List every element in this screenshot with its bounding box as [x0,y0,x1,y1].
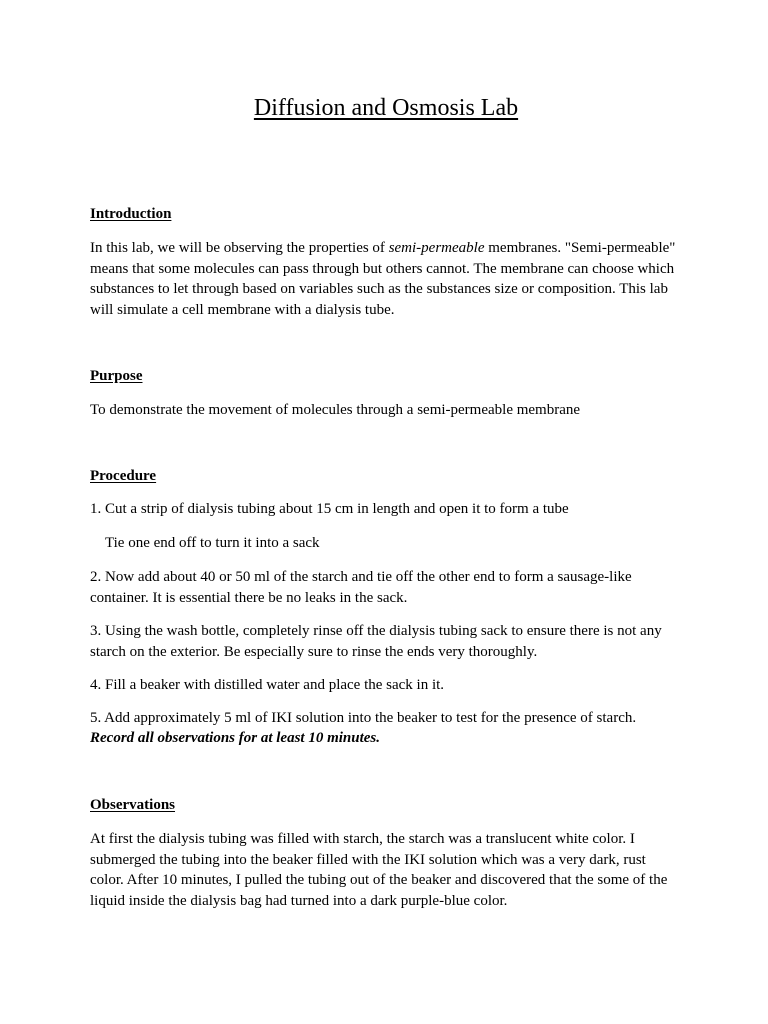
introduction-paragraph [90,238,682,320]
introduction-text-end: membranes. "Semi-permeable" means that some molecules can pass through but others cannot. The membrane can choose which substances to let through based on variables such as the substances size or composition. This lab will simulate a cell membrane with a dialysis tube. [90,240,676,318]
page-title: Diffusion and Osmosis Lab [253,95,519,121]
procedure-step-4: 4. Fill a beaker with distilled water and place the sack in it. [90,677,445,693]
procedure-step-1-substep: Tie one end off to turn it into a sack [105,535,320,551]
procedure-step-5: 5. Add approximately 5 ml of IKI solution into the beaker to test for the presence of starch. [90,710,637,726]
introduction-text-start: In this lab, we will be observing the properties of [90,240,389,256]
introduction-heading: Introduction [90,206,172,222]
procedure-step-1: 1. Cut a strip of dialysis tubing about 15 cm in length and open it to form a tube [90,501,569,517]
procedure-step-3: 3. Using the wash bottle, completely rinse off the dialysis tubing sack to ensure there is not any starch on the exterior. Be especially sure to rinse the ends very thoroughly. [90,623,662,660]
procedure-step-2: 2. Now add about 40 or 50 ml of the starch and tie off the other end to form a sausage-like container. It is essential there be no leaks in the sack. [90,569,632,606]
purpose-text: To demonstrate the movement of molecules through a semi-permeable membrane [90,402,581,418]
observations-text: At first the dialysis tubing was filled with starch, the starch was a translucent white color. I submerged the tubing into the beaker filled with the IKI solution which was a very dark, rust color. After 10 minutes, I pulled the tubing out of the beaker and discovered that the some of the liquid inside the dialysis bag had turned into a dark purple-blue color. [90,831,668,909]
procedure-heading: Procedure [90,468,157,484]
observations-heading: Observations [90,797,176,813]
purpose-heading: Purpose [90,368,143,384]
introduction-italic-term: semi-permeable [388,240,485,256]
procedure-emphasis: Record all observations for at least 10 minutes. [90,730,381,746]
